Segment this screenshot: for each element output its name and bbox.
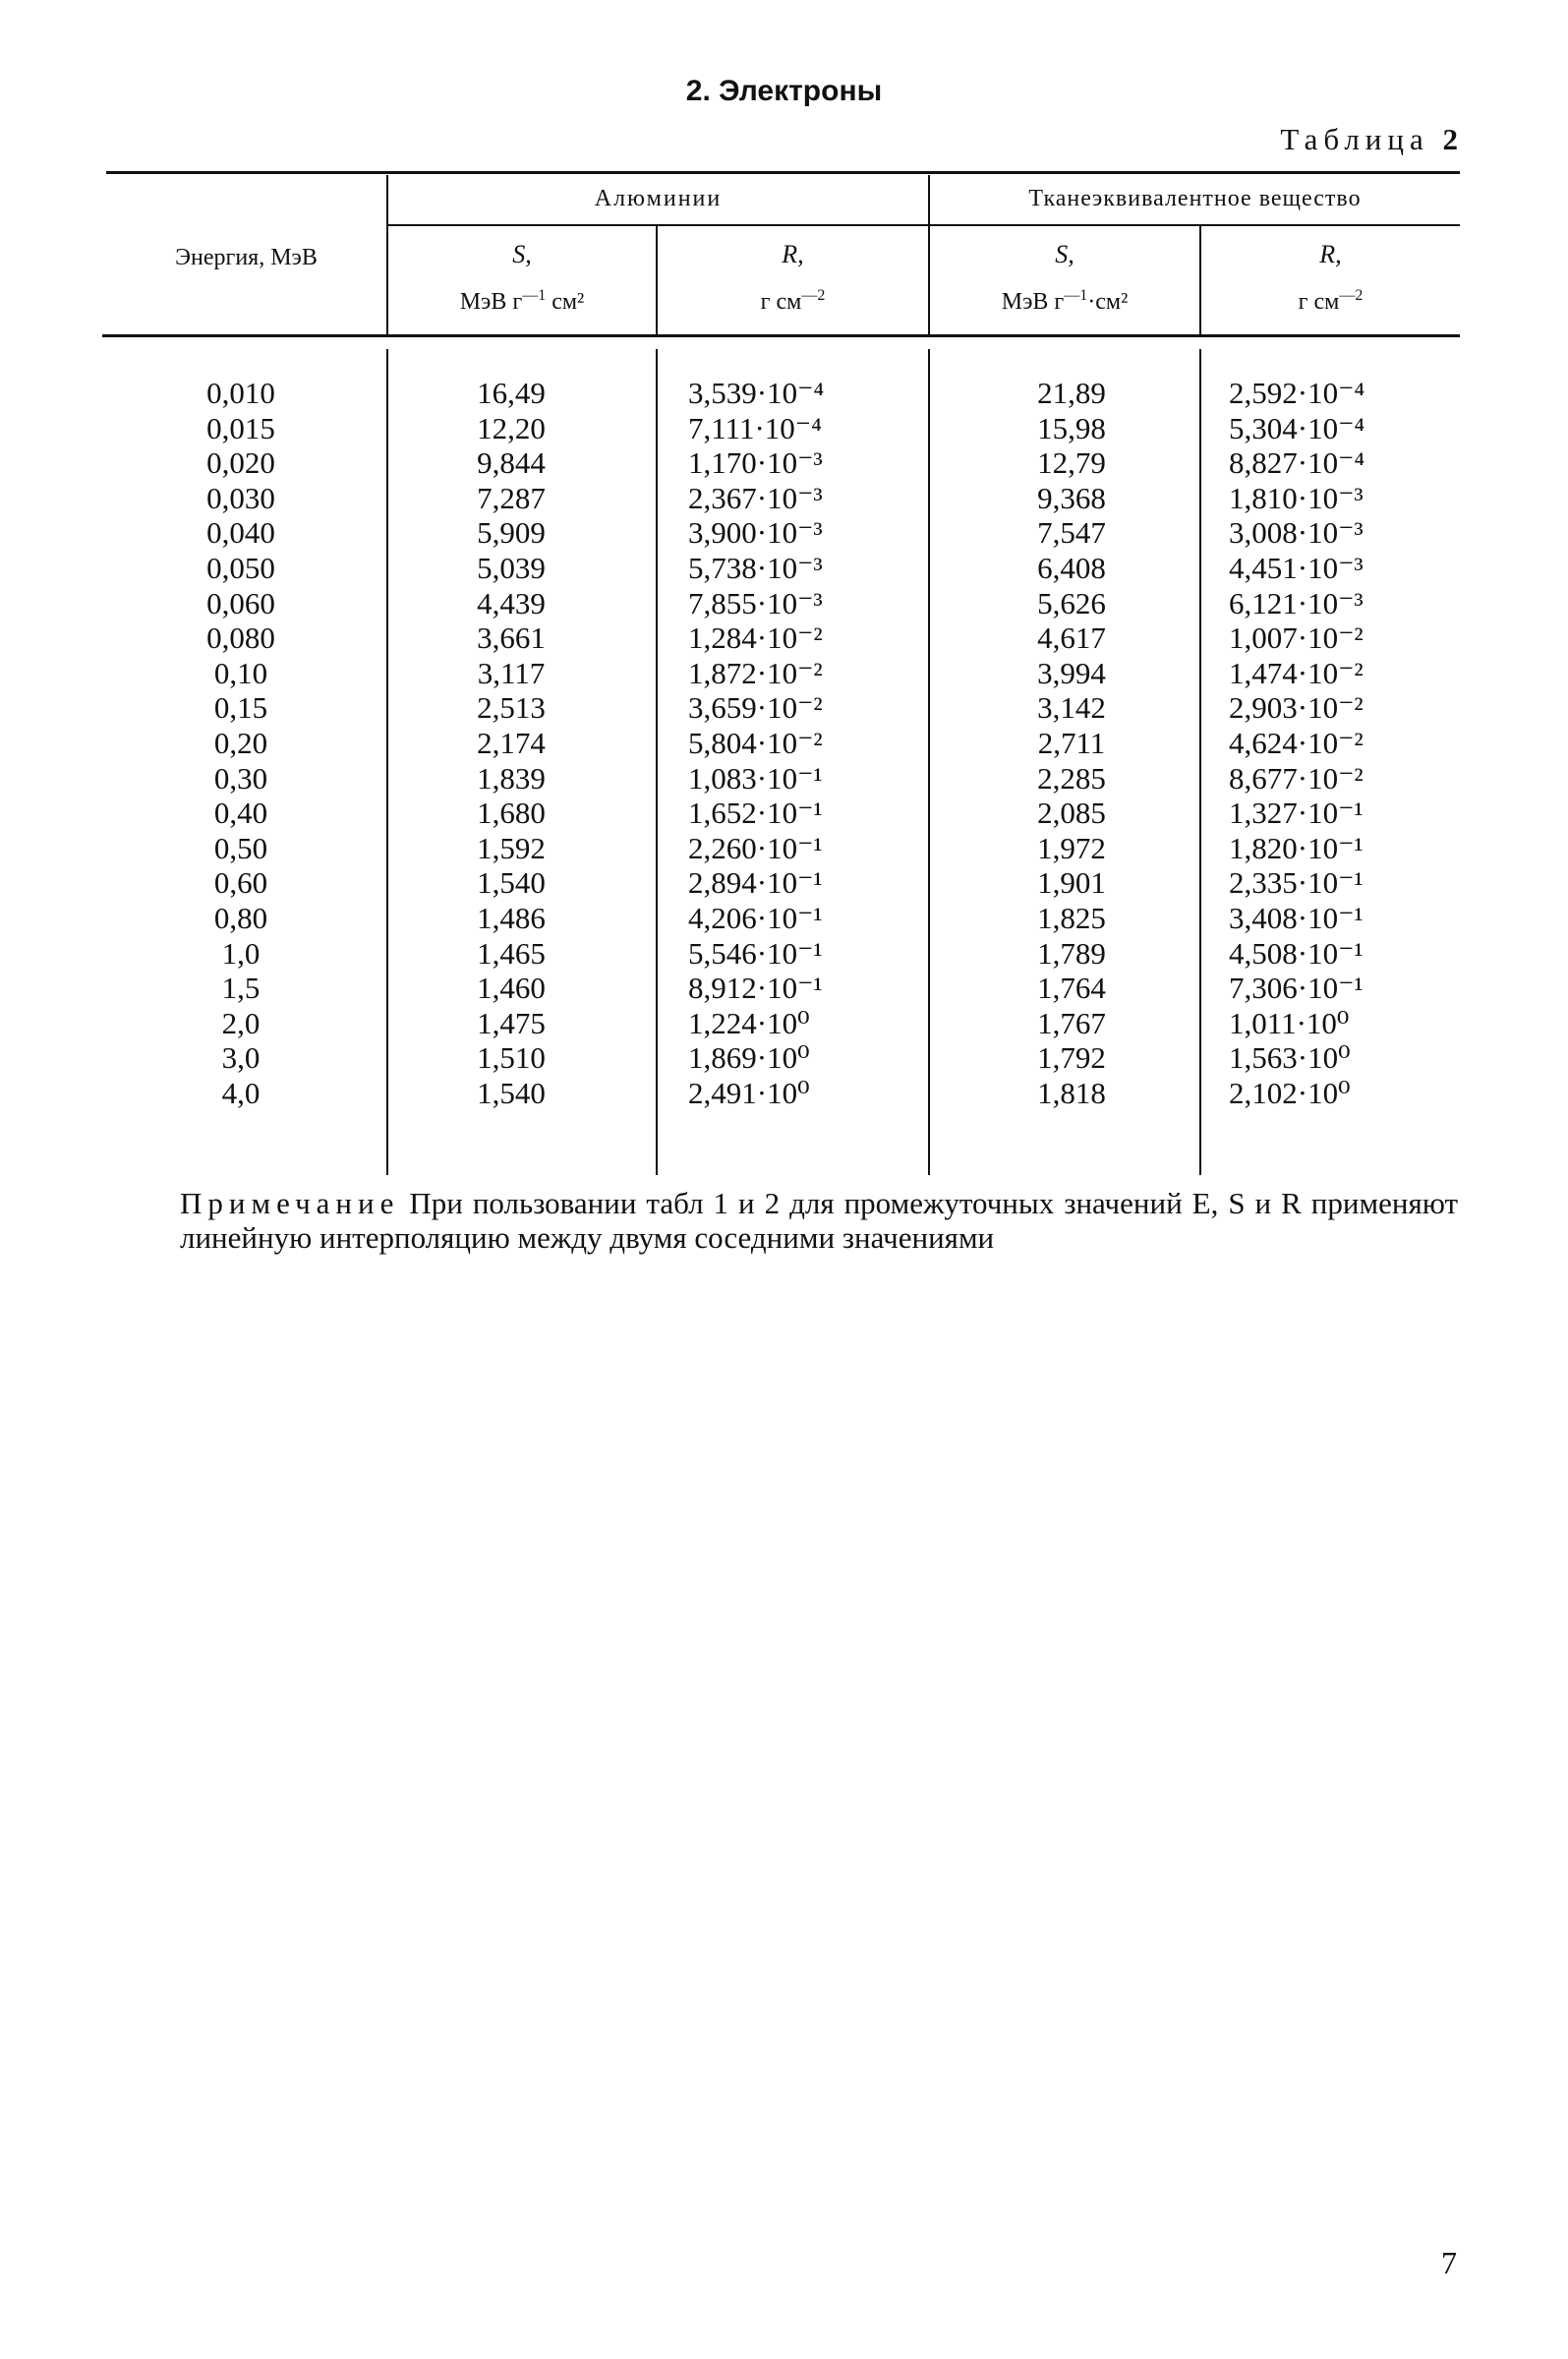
header-r-unit-aluminium	[658, 287, 928, 316]
table-cell: 0,10	[213, 655, 268, 690]
table-cell: 1,474·10⁻²	[1229, 655, 1364, 690]
table-cell: 5,909	[477, 515, 546, 551]
table-cell: 2,335·10⁻¹	[1229, 865, 1364, 901]
table-cell: 1,767	[1037, 1005, 1106, 1040]
table-cell: 5,738·10⁻³	[688, 550, 823, 585]
table-cell: 5,039	[477, 550, 546, 585]
table-label-number: 2	[1442, 122, 1458, 156]
table-cell: 1,007·10⁻²	[1229, 620, 1364, 656]
page-number: 7	[1441, 2245, 1457, 2280]
table-cell: 1,820·10⁻¹	[1229, 830, 1364, 865]
table-cell: 12,79	[1037, 445, 1106, 481]
table-cell: 0,060	[206, 585, 275, 620]
table-cell: 1,901	[1037, 865, 1106, 901]
table-cell: 7,287	[477, 480, 546, 515]
column-s-tissue	[983, 376, 1160, 1110]
note-heading: Примечание	[180, 1186, 400, 1220]
table-cell: 4,617	[1037, 620, 1106, 656]
table-cell: 2,491·10⁰	[688, 1075, 810, 1110]
table-cell: 21,89	[1037, 376, 1106, 410]
header-bottom-rule	[102, 334, 1460, 337]
table-cell: 1,810·10⁻³	[1229, 480, 1364, 515]
table-cell: 7,111·10⁻⁴	[688, 410, 822, 445]
table-cell: 1,327·10⁻¹	[1229, 796, 1364, 831]
table-cell: 1,284·10⁻²	[688, 620, 823, 656]
table-cell: 2,711	[1037, 725, 1106, 760]
header-r-unit-tissue	[1201, 287, 1460, 316]
table-cell: 15,98	[1037, 410, 1106, 445]
table-cell: 3,994	[1037, 655, 1106, 690]
s-unit-exponent: —1	[1064, 287, 1088, 304]
table-cell: 2,894·10⁻¹	[688, 865, 823, 901]
table-cell: 9,844	[477, 445, 546, 481]
table-cell: 5,546·10⁻¹	[688, 935, 823, 971]
table-cell: 2,903·10⁻²	[1229, 690, 1364, 726]
table-cell: 12,20	[477, 410, 546, 445]
header-r-aluminium: R,	[782, 240, 804, 268]
table-cell: 1,460	[477, 971, 546, 1006]
table-cell: 0,040	[206, 515, 275, 551]
table-cell: 2,0	[221, 1005, 261, 1040]
table-cell: 7,306·10⁻¹	[1229, 971, 1364, 1006]
table-cell: 0,030	[206, 480, 275, 515]
table-cell: 2,513	[477, 690, 546, 726]
table-cell: 3,117	[477, 655, 546, 690]
table-cell: 3,0	[221, 1040, 261, 1076]
table-cell: 5,304·10⁻⁴	[1229, 410, 1365, 445]
table-cell: 1,540	[477, 865, 546, 901]
table-cell: 6,121·10⁻³	[1229, 585, 1364, 620]
table-cell: 1,972	[1037, 830, 1106, 865]
table-cell: 1,224·10⁰	[688, 1005, 810, 1040]
table-cell: 1,0	[221, 935, 261, 971]
table-cell: 9,368	[1037, 480, 1106, 515]
column-s-aluminium	[433, 376, 590, 1110]
table-cell: 4,206·10⁻¹	[688, 900, 823, 935]
table-cell: 0,010	[206, 376, 275, 410]
table-cell: 1,839	[477, 760, 546, 796]
table-cell: 2,102·10⁰	[1229, 1075, 1351, 1110]
table-cell: 3,900·10⁻³	[688, 515, 823, 551]
table-cell: 1,475	[477, 1005, 546, 1040]
table-cell: 16,49	[477, 376, 546, 410]
table-cell: 1,652·10⁻¹	[688, 796, 823, 831]
r-unit-base: г см	[760, 289, 802, 315]
table-cell: 1,869·10⁰	[688, 1040, 810, 1076]
table-cell: 1,083·10⁻¹	[688, 760, 823, 796]
note-body: При пользовании табл 1 и 2 для промежуточных значений E, S и R применяют линейную интерполяцию между двумя соседними значениями	[180, 1186, 1458, 1255]
table-cell: 1,540	[477, 1075, 546, 1110]
table-note	[180, 1186, 1458, 1255]
table-cell: 1,510	[477, 1040, 546, 1076]
table-cell: 2,285	[1037, 760, 1106, 796]
table-cell: 8,912·10⁻¹	[688, 971, 823, 1006]
header-r-tissue: R,	[1319, 240, 1342, 268]
table-cell: 3,408·10⁻¹	[1229, 900, 1364, 935]
table-cell: 1,792	[1037, 1040, 1106, 1076]
table-cell: 1,5	[221, 971, 261, 1006]
table-cell: 1,789	[1037, 935, 1106, 971]
table-cell: 1,170·10⁻³	[688, 445, 823, 481]
table-cell: 0,20	[213, 725, 268, 760]
table-cell: 0,30	[213, 760, 268, 796]
s-unit-exponent: —1	[522, 287, 547, 304]
table-cell: 7,855·10⁻³	[688, 585, 823, 620]
header-group-tissue: Тканеэквивалентное вещество	[1028, 186, 1362, 211]
table-cell: 0,15	[213, 690, 268, 726]
table-cell: 1,872·10⁻²	[688, 655, 823, 690]
section-title: 2. Электроны	[685, 75, 883, 107]
table-cell: 6,408	[1037, 550, 1106, 585]
column-energy	[157, 376, 324, 1110]
table-cell: 4,439	[477, 585, 546, 620]
table-cell: 5,626	[1037, 585, 1106, 620]
body-vline-4	[1199, 349, 1201, 1175]
table-cell: 3,659·10⁻²	[688, 690, 823, 726]
table-cell: 5,804·10⁻²	[688, 725, 823, 760]
table-cell: 0,050	[206, 550, 275, 585]
table-cell: 1,764	[1037, 971, 1106, 1006]
table-cell: 4,451·10⁻³	[1229, 550, 1364, 585]
r-unit-exponent: —2	[801, 287, 826, 304]
table-cell: 8,677·10⁻²	[1229, 760, 1364, 796]
r-unit-base: г см	[1298, 289, 1340, 315]
table-cell: 1,563·10⁰	[1229, 1040, 1351, 1076]
table-top-rule	[106, 171, 1460, 174]
table-cell: 2,367·10⁻³	[688, 480, 823, 515]
table-cell: 3,661	[477, 620, 546, 656]
table-cell: 2,174	[477, 725, 546, 760]
s-unit-tail: ·см²	[1087, 289, 1129, 315]
table-cell: 0,020	[206, 445, 275, 481]
table-cell: 2,592·10⁻⁴	[1229, 376, 1365, 410]
table-cell: 2,260·10⁻¹	[688, 830, 823, 865]
table-cell: 1,818	[1037, 1075, 1106, 1110]
table-cell: 0,80	[213, 900, 268, 935]
table-cell: 0,50	[213, 830, 268, 865]
table-cell: 1,486	[477, 900, 546, 935]
s-unit-base: МэВ г	[1001, 289, 1065, 315]
table-cell: 2,085	[1037, 796, 1106, 831]
column-r-aluminium	[688, 376, 865, 1110]
s-unit-base: МэВ г	[459, 289, 523, 315]
header-s-unit-aluminium	[388, 287, 656, 316]
table-cell: 0,015	[206, 410, 275, 445]
table-cell: 4,0	[221, 1075, 261, 1110]
header-energy: Энергия, МэВ	[175, 245, 318, 270]
header-s-aluminium: S,	[512, 240, 532, 268]
column-r-tissue	[1229, 376, 1406, 1110]
table-cell: 1,680	[477, 796, 546, 831]
table-cell: 1,465	[477, 935, 546, 971]
header-s-unit-tissue	[930, 287, 1199, 316]
table-cell: 4,624·10⁻²	[1229, 725, 1364, 760]
s-unit-tail: см²	[546, 289, 585, 315]
table-cell: 0,60	[213, 865, 268, 901]
body-vline-1	[386, 349, 388, 1175]
table-cell: 0,40	[213, 796, 268, 831]
table-cell: 3,539·10⁻⁴	[688, 376, 825, 410]
table-cell: 1,592	[477, 830, 546, 865]
table-cell: 7,547	[1037, 515, 1106, 551]
group-divider-rule	[388, 224, 1460, 226]
r-unit-exponent: —2	[1339, 287, 1364, 304]
table-cell: 8,827·10⁻⁴	[1229, 445, 1365, 481]
table-cell: 3,008·10⁻³	[1229, 515, 1364, 551]
table-label	[1280, 122, 1458, 157]
table-cell: 0,080	[206, 620, 275, 656]
table-cell: 1,825	[1037, 900, 1106, 935]
body-vline-2	[656, 349, 658, 1175]
header-s-tissue: S,	[1055, 240, 1074, 268]
body-vline-3	[928, 349, 930, 1175]
table-cell: 1,011·10⁰	[1229, 1005, 1350, 1040]
table-cell: 3,142	[1037, 690, 1106, 726]
header-group-aluminium: Алюминии	[594, 186, 723, 211]
table-label-word: Таблица	[1280, 122, 1429, 156]
table-cell: 4,508·10⁻¹	[1229, 935, 1364, 971]
